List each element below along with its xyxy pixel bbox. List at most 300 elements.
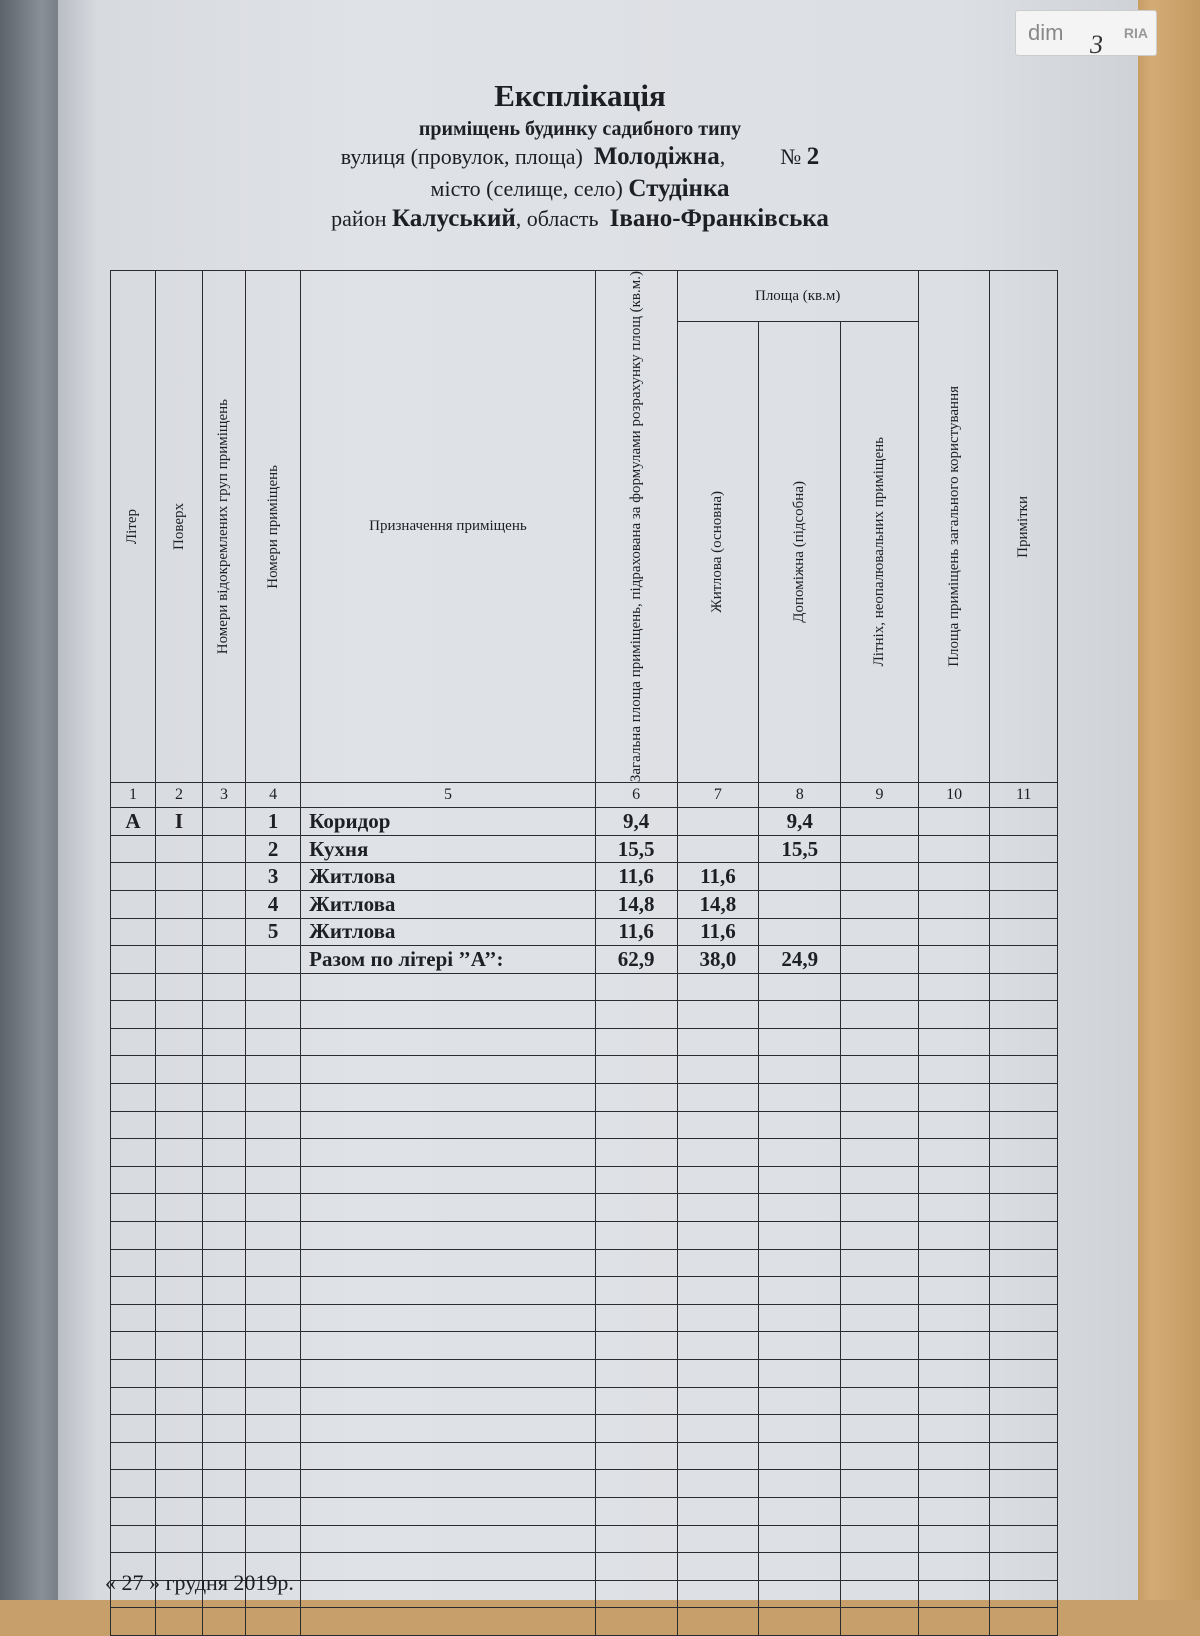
empty-cell [918, 1387, 990, 1415]
empty-cell [990, 1056, 1058, 1084]
table-cell [841, 890, 919, 918]
empty-cell [595, 1608, 677, 1636]
empty-cell [990, 1580, 1058, 1608]
header-auxiliary: Допоміжна (підсобна) [759, 322, 841, 783]
empty-cell [595, 1139, 677, 1167]
empty-cell [155, 1139, 202, 1167]
empty-cell [841, 1360, 919, 1388]
header-floor: Поверх [155, 271, 202, 783]
empty-row [111, 1056, 1058, 1084]
empty-cell [990, 1360, 1058, 1388]
empty-row [111, 1166, 1058, 1194]
empty-cell [155, 1166, 202, 1194]
empty-cell [203, 1166, 246, 1194]
empty-row [111, 1194, 1058, 1222]
column-numbers-row [111, 783, 1058, 808]
empty-cell [759, 1028, 841, 1056]
table-cell [918, 918, 990, 946]
empty-cell [111, 1387, 156, 1415]
empty-cell [918, 1608, 990, 1636]
empty-cell [203, 1194, 246, 1222]
empty-cell [301, 1139, 596, 1167]
empty-cell [677, 1001, 759, 1029]
explication-table [110, 270, 1058, 1636]
region-line: район Калуський, область Івано-Франківська [331, 205, 829, 232]
table-cell: 14,8 [595, 890, 677, 918]
empty-cell [301, 1332, 596, 1360]
table-cell [990, 835, 1058, 863]
empty-cell [245, 1470, 300, 1498]
empty-cell [759, 1553, 841, 1581]
empty-cell [245, 1028, 300, 1056]
empty-cell [595, 1442, 677, 1470]
empty-row [111, 1001, 1058, 1029]
empty-cell [595, 1415, 677, 1443]
empty-cell [918, 1084, 990, 1112]
column-number: 9 [841, 783, 919, 808]
table-cell: 11,6 [677, 863, 759, 891]
table-cell: Коридор [301, 808, 596, 836]
empty-cell [111, 1001, 156, 1029]
empty-row [111, 1608, 1058, 1636]
table-cell [155, 918, 202, 946]
empty-cell [155, 1277, 202, 1305]
empty-cell [203, 1084, 246, 1112]
table-cell: Житлова [301, 890, 596, 918]
empty-cell [677, 1084, 759, 1112]
empty-cell [595, 973, 677, 1001]
empty-cell [301, 1166, 596, 1194]
empty-cell [595, 1332, 677, 1360]
empty-cell [155, 1084, 202, 1112]
table-cell [203, 835, 246, 863]
empty-cell [918, 973, 990, 1001]
table-cell: 15,5 [595, 835, 677, 863]
empty-cell [595, 1497, 677, 1525]
table-cell [918, 946, 990, 974]
table-cell [203, 890, 246, 918]
empty-cell [595, 1028, 677, 1056]
empty-cell [677, 1360, 759, 1388]
empty-cell [918, 1525, 990, 1553]
empty-cell [990, 1608, 1058, 1636]
table-cell [111, 890, 156, 918]
empty-cell [759, 1056, 841, 1084]
empty-cell [111, 1166, 156, 1194]
empty-cell [677, 1028, 759, 1056]
empty-cell [245, 1525, 300, 1553]
table-cell: 5 [245, 918, 300, 946]
empty-cell [759, 1525, 841, 1553]
empty-cell [245, 1084, 300, 1112]
empty-cell [677, 1056, 759, 1084]
empty-cell [841, 1387, 919, 1415]
empty-cell [595, 1001, 677, 1029]
empty-cell [155, 1470, 202, 1498]
empty-cell [677, 1608, 759, 1636]
empty-cell [918, 1580, 990, 1608]
empty-cell [155, 1222, 202, 1250]
empty-cell [301, 1028, 596, 1056]
table-cell [677, 808, 759, 836]
empty-cell [203, 1249, 246, 1277]
empty-cell [301, 1194, 596, 1222]
empty-cell [245, 1249, 300, 1277]
table-cell [990, 863, 1058, 891]
column-number: 1 [111, 783, 156, 808]
empty-row [111, 1470, 1058, 1498]
empty-cell [595, 1525, 677, 1553]
empty-cell [918, 1470, 990, 1498]
table-cell: 11,6 [677, 918, 759, 946]
empty-cell [677, 1222, 759, 1250]
empty-cell [759, 1111, 841, 1139]
empty-cell [677, 1415, 759, 1443]
column-number: 2 [155, 783, 202, 808]
table-cell: Разом по літері ’’А’’: [301, 946, 596, 974]
empty-cell [918, 1111, 990, 1139]
empty-cell [245, 1442, 300, 1470]
empty-cell [111, 1415, 156, 1443]
table-cell: 3 [245, 863, 300, 891]
empty-cell [301, 1442, 596, 1470]
empty-cell [155, 1360, 202, 1388]
empty-cell [759, 1277, 841, 1305]
empty-cell [759, 1304, 841, 1332]
empty-cell [155, 1001, 202, 1029]
empty-cell [677, 1304, 759, 1332]
column-number: 3 [203, 783, 246, 808]
empty-cell [759, 1387, 841, 1415]
empty-cell [759, 1442, 841, 1470]
empty-cell [918, 1194, 990, 1222]
table-cell [203, 918, 246, 946]
column-number: 5 [301, 783, 596, 808]
empty-cell [595, 1304, 677, 1332]
empty-cell [841, 1084, 919, 1112]
empty-cell [203, 1139, 246, 1167]
table-row [111, 863, 1058, 891]
empty-cell [155, 1111, 202, 1139]
empty-cell [918, 1497, 990, 1525]
empty-cell [677, 973, 759, 1001]
empty-cell [245, 1222, 300, 1250]
empty-cell [245, 1415, 300, 1443]
empty-cell [301, 1387, 596, 1415]
empty-cell [918, 1166, 990, 1194]
empty-cell [111, 1111, 156, 1139]
table-cell [918, 835, 990, 863]
empty-cell [841, 1249, 919, 1277]
table-row [111, 835, 1058, 863]
table-cell: Кухня [301, 835, 596, 863]
empty-cell [111, 1249, 156, 1277]
table-row [111, 890, 1058, 918]
watermark-logo: dim RIA [1015, 10, 1157, 56]
empty-cell [918, 1222, 990, 1250]
empty-cell [841, 1442, 919, 1470]
empty-cell [918, 1028, 990, 1056]
empty-cell [918, 1332, 990, 1360]
empty-cell [203, 1332, 246, 1360]
empty-cell [841, 1139, 919, 1167]
empty-cell [111, 1470, 156, 1498]
table-cell [155, 835, 202, 863]
empty-cell [841, 1001, 919, 1029]
column-number: 10 [918, 783, 990, 808]
empty-row [111, 1139, 1058, 1167]
empty-cell [841, 973, 919, 1001]
header-area-group: Площа (кв.м) [677, 271, 918, 322]
empty-cell [677, 1194, 759, 1222]
empty-cell [990, 1332, 1058, 1360]
empty-cell [203, 1222, 246, 1250]
table-cell [759, 918, 841, 946]
empty-cell [990, 1415, 1058, 1443]
empty-cell [155, 1056, 202, 1084]
header-living: Житлова (основна) [677, 322, 759, 783]
empty-cell [245, 1360, 300, 1388]
empty-cell [759, 1360, 841, 1388]
table-cell [111, 863, 156, 891]
empty-cell [301, 1470, 596, 1498]
empty-cell [759, 1497, 841, 1525]
empty-row [111, 1525, 1058, 1553]
empty-cell [245, 1194, 300, 1222]
empty-cell [990, 1139, 1058, 1167]
empty-cell [759, 1608, 841, 1636]
empty-cell [301, 1553, 596, 1581]
column-number: 8 [759, 783, 841, 808]
empty-cell [677, 1580, 759, 1608]
empty-cell [111, 1222, 156, 1250]
empty-cell [677, 1525, 759, 1553]
table-cell: 1 [245, 808, 300, 836]
empty-cell [841, 1056, 919, 1084]
doc-title: Експлікація [494, 78, 666, 113]
empty-cell [203, 1608, 246, 1636]
empty-cell [595, 1277, 677, 1305]
empty-cell [759, 1166, 841, 1194]
table-cell: 4 [245, 890, 300, 918]
empty-cell [918, 1553, 990, 1581]
empty-cell [677, 1497, 759, 1525]
empty-cell [595, 1222, 677, 1250]
empty-cell [990, 973, 1058, 1001]
empty-cell [245, 1304, 300, 1332]
empty-cell [841, 1332, 919, 1360]
table-cell [990, 946, 1058, 974]
empty-cell [759, 1580, 841, 1608]
empty-cell [990, 1442, 1058, 1470]
table-cell: Житлова [301, 863, 596, 891]
empty-cell [111, 1497, 156, 1525]
table-cell [990, 890, 1058, 918]
empty-cell [301, 1084, 596, 1112]
empty-cell [677, 1387, 759, 1415]
empty-cell [155, 1387, 202, 1415]
empty-cell [677, 1332, 759, 1360]
table-cell [203, 808, 246, 836]
empty-cell [990, 1387, 1058, 1415]
table-cell [155, 890, 202, 918]
table-cell [990, 918, 1058, 946]
empty-row [111, 1387, 1058, 1415]
header-common-area: Площа приміщень загального користування [918, 271, 990, 783]
empty-cell [677, 1442, 759, 1470]
empty-cell [203, 1304, 246, 1332]
empty-cell [990, 1222, 1058, 1250]
header-liter: Літер [111, 271, 156, 783]
empty-cell [918, 1442, 990, 1470]
empty-cell [759, 1415, 841, 1443]
table-cell: 14,8 [677, 890, 759, 918]
table-cell: 24,9 [759, 946, 841, 974]
empty-cell [155, 1442, 202, 1470]
street-line: вулиця (провулок, площа) Молодіжна, № 2 [340, 143, 820, 170]
empty-cell [990, 1111, 1058, 1139]
empty-cell [841, 1277, 919, 1305]
empty-cell [595, 1580, 677, 1608]
empty-cell [245, 1166, 300, 1194]
empty-cell [203, 1470, 246, 1498]
header-groups: Номери відокремлених груп приміщень [203, 271, 246, 783]
empty-cell [301, 1497, 596, 1525]
empty-cell [841, 1028, 919, 1056]
empty-cell [155, 1249, 202, 1277]
table-row [111, 946, 1058, 974]
page-number: 3 [1090, 30, 1103, 59]
empty-cell [918, 1001, 990, 1029]
empty-row [111, 1111, 1058, 1139]
empty-cell [111, 1028, 156, 1056]
empty-cell [595, 1084, 677, 1112]
empty-cell [990, 1497, 1058, 1525]
empty-cell [301, 1222, 596, 1250]
empty-cell [203, 973, 246, 1001]
empty-cell [759, 1332, 841, 1360]
empty-cell [990, 1084, 1058, 1112]
table-cell [918, 890, 990, 918]
empty-cell [155, 1525, 202, 1553]
empty-row [111, 1084, 1058, 1112]
empty-row [111, 1249, 1058, 1277]
empty-cell [677, 1470, 759, 1498]
empty-cell [203, 1277, 246, 1305]
table-cell: 9,4 [595, 808, 677, 836]
empty-cell [203, 1001, 246, 1029]
empty-cell [595, 1166, 677, 1194]
city-line: місто (селище, село) Студінка [430, 175, 730, 202]
empty-cell [677, 1166, 759, 1194]
empty-row [111, 1360, 1058, 1388]
empty-cell [203, 1028, 246, 1056]
empty-cell [990, 1166, 1058, 1194]
empty-cell [990, 1028, 1058, 1056]
table-cell [841, 918, 919, 946]
empty-cell [918, 1304, 990, 1332]
table-cell [111, 918, 156, 946]
header-notes: Примітки [990, 271, 1058, 783]
empty-cell [301, 1277, 596, 1305]
header-room-numbers: Номери приміщень [245, 271, 300, 783]
empty-cell [990, 1194, 1058, 1222]
empty-cell [841, 1525, 919, 1553]
empty-cell [111, 1608, 156, 1636]
empty-cell [245, 1056, 300, 1084]
empty-cell [301, 1111, 596, 1139]
empty-row [111, 1222, 1058, 1250]
table-cell: 38,0 [677, 946, 759, 974]
empty-cell [155, 1332, 202, 1360]
empty-cell [111, 1084, 156, 1112]
empty-cell [918, 1249, 990, 1277]
empty-cell [759, 973, 841, 1001]
table-cell [155, 946, 202, 974]
header-purpose: Призначення приміщень [301, 271, 596, 783]
empty-cell [203, 1525, 246, 1553]
empty-cell [918, 1056, 990, 1084]
empty-cell [677, 1249, 759, 1277]
empty-row [111, 1332, 1058, 1360]
table-cell [918, 808, 990, 836]
empty-cell [841, 1304, 919, 1332]
empty-cell [203, 1111, 246, 1139]
table-cell: 11,6 [595, 863, 677, 891]
empty-cell [677, 1139, 759, 1167]
table-cell [111, 835, 156, 863]
empty-row [111, 1277, 1058, 1305]
column-number: 4 [245, 783, 300, 808]
empty-cell [111, 1304, 156, 1332]
empty-cell [301, 1249, 596, 1277]
table-cell [677, 835, 759, 863]
empty-cell [203, 1387, 246, 1415]
table-cell [841, 808, 919, 836]
header-total-area: Загальна площа приміщень, підрахована за формулами розрахунку площ (кв.м.) [595, 271, 677, 783]
empty-cell [595, 1111, 677, 1139]
empty-cell [841, 1222, 919, 1250]
empty-cell [111, 1442, 156, 1470]
table-cell [990, 808, 1058, 836]
empty-cell [759, 1001, 841, 1029]
empty-cell [918, 1415, 990, 1443]
empty-row [111, 1442, 1058, 1470]
empty-cell [203, 1497, 246, 1525]
empty-cell [677, 1277, 759, 1305]
column-number: 11 [990, 783, 1058, 808]
empty-cell [245, 1387, 300, 1415]
empty-cell [245, 1001, 300, 1029]
empty-row [111, 1415, 1058, 1443]
empty-row [111, 1497, 1058, 1525]
empty-cell [111, 973, 156, 1001]
empty-cell [990, 1553, 1058, 1581]
empty-cell [990, 1304, 1058, 1332]
empty-cell [301, 1580, 596, 1608]
empty-cell [301, 1304, 596, 1332]
header-summer: Літніх, неопалювальних приміщень [841, 322, 919, 783]
empty-cell [155, 1194, 202, 1222]
empty-cell [245, 1139, 300, 1167]
empty-cell [155, 1608, 202, 1636]
empty-cell [990, 1470, 1058, 1498]
table-cell: 62,9 [595, 946, 677, 974]
empty-cell [841, 1415, 919, 1443]
table-cell [203, 946, 246, 974]
table-cell [759, 890, 841, 918]
empty-cell [111, 1332, 156, 1360]
